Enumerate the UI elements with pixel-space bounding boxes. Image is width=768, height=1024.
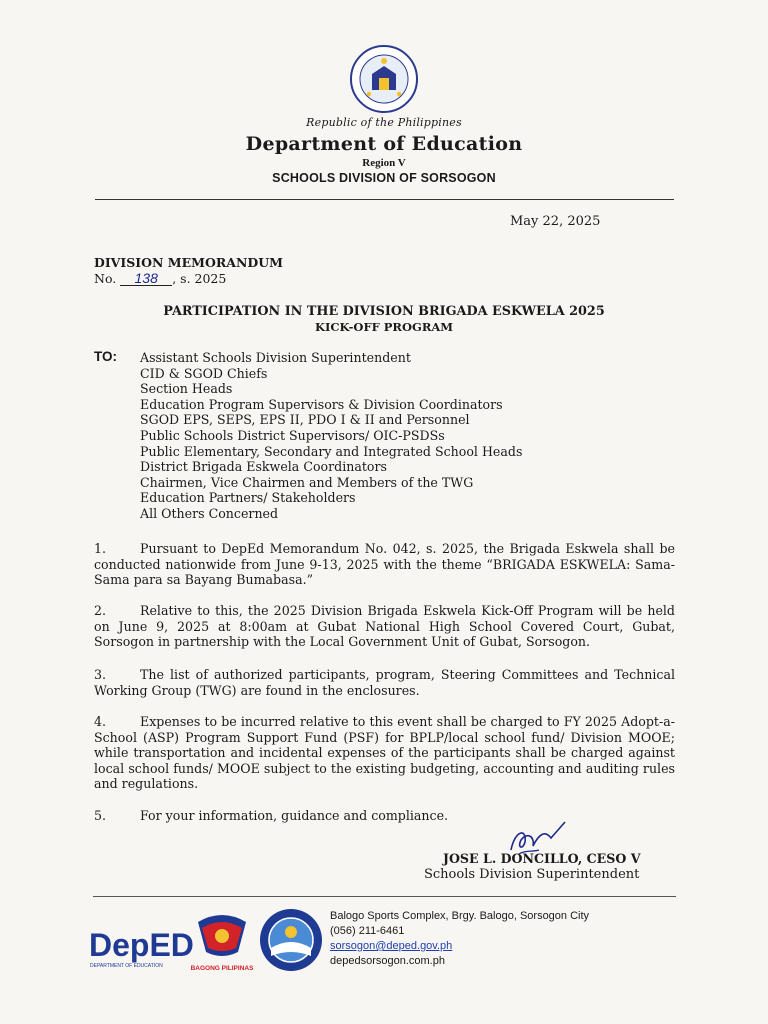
paragraph-number: 4. (94, 714, 107, 729)
deped-logo (89, 920, 194, 970)
deped-seal-icon (349, 44, 419, 114)
memo-number-prefix: No. (94, 271, 117, 286)
deped-logo-subtext: DEPARTMENT OF EDUCATION (90, 963, 163, 969)
recipient-item: SGOD EPS, SEPS, EPS II, PDO I & II and Personnel (140, 412, 470, 428)
signatory-name: JOSE L. DONCILLO, CESO V (443, 851, 641, 866)
to-label: TO: (94, 349, 117, 364)
header-divider (95, 199, 674, 200)
paragraph-text: Pursuant to DepEd Memorandum No. 042, s. 2025, the Brigada Eskwela shall be conducted nationwide from June 9-13, 2025 with the theme “BRIGADA ESKWELA: Sama-Sama para sa Bayang Bumabasa.” (94, 541, 675, 588)
paragraph-number: 5. (94, 808, 107, 823)
department-heading: Department of Education (245, 133, 523, 155)
footer-phone: (056) 211-6461 (330, 925, 405, 937)
paragraph-text: Expenses to be incurred relative to this event shall be charged to FY 2025 Adopt-a-School (ASP) Program Support Fund (PSF) for BPLP/local school fund/ Division MOOE; while transportation and incidental expenses of the participants shall be charged against local school funds/ MOOE subject to the existing budgeting, accounting and auditing rules and regulations. (94, 714, 675, 792)
footer-website: depedsorsogon.com.ph (330, 955, 445, 967)
recipient-item: All Others Concerned (140, 505, 279, 521)
bagong-pilipinas-logo (188, 912, 256, 974)
paragraph-number: 3. (94, 667, 107, 682)
memo-number-value: 138 (120, 271, 172, 286)
division-seal-icon (259, 908, 323, 972)
recipient-item: Public Elementary, Secondary and Integrated School Heads (140, 443, 523, 459)
memo-title-line2: KICK-OFF PROGRAM (314, 320, 454, 334)
paragraph-2 (94, 603, 675, 650)
memo-date: May 22, 2025 (510, 214, 601, 229)
paragraph-1 (94, 541, 675, 588)
signatory-title: Schools Division Superintendent (424, 867, 640, 882)
memo-title-line1: PARTICIPATION IN THE DIVISION BRIGADA ESKWELA 2025 (163, 304, 605, 319)
division-heading: SCHOOLS DIVISION OF SORSOGON (272, 171, 496, 185)
region-heading: Region V (362, 157, 406, 169)
recipient-list (140, 350, 522, 522)
paragraph-number: 1. (94, 541, 107, 556)
footer-divider (93, 896, 676, 897)
paragraph-number: 2. (94, 603, 107, 618)
footer-address: Balogo Sports Complex, Brgy. Balogo, Sorsogon City (330, 910, 590, 922)
paragraph-text: The list of authorized participants, program, Steering Committees and Technical Working Group (TWG) are found in the enclosures. (94, 667, 675, 698)
paragraph-text: For your information, guidance and compliance. (140, 808, 449, 823)
memo-type: DIVISION MEMORANDUM (94, 255, 283, 270)
recipient-item: Education Partners/ Stakeholders (140, 490, 356, 506)
paragraph-text: Relative to this, the 2025 Division Brigada Eskwela Kick-Off Program will be held on June 9, 2025 at 8:00am at Gubat National High School Covered Court, Gubat, Sorsogon in partnership with the Local Government Unit of Gubat, Sorsogon. (94, 603, 675, 650)
recipient-item: Section Heads (140, 381, 233, 397)
memo-number-suffix: , s. 2025 (172, 271, 227, 286)
recipient-item: Public Schools District Supervisors/ OIC-PSDSs (140, 427, 445, 443)
deped-logo-text: DepED (89, 927, 194, 963)
recipient-item: District Brigada Eskwela Coordinators (140, 459, 387, 475)
footer-email-link[interactable]: sorsogon@deped.gov.ph (330, 940, 453, 952)
bagong-logo-text: BAGONG PILIPINAS (190, 965, 254, 972)
recipient-item: Education Program Supervisors & Division Coordinators (140, 396, 503, 412)
republic-heading: Republic of the Philippines (306, 116, 462, 129)
recipient-item: Chairmen, Vice Chairmen and Members of the TWG (140, 474, 474, 490)
paragraph-4 (94, 714, 675, 792)
recipient-item: Assistant Schools Division Superintendent (140, 350, 411, 365)
paragraph-3 (94, 667, 675, 698)
memo-number-line (94, 271, 226, 287)
recipient-item: CID & SGOD Chiefs (140, 365, 268, 381)
paragraph-5 (94, 808, 675, 824)
